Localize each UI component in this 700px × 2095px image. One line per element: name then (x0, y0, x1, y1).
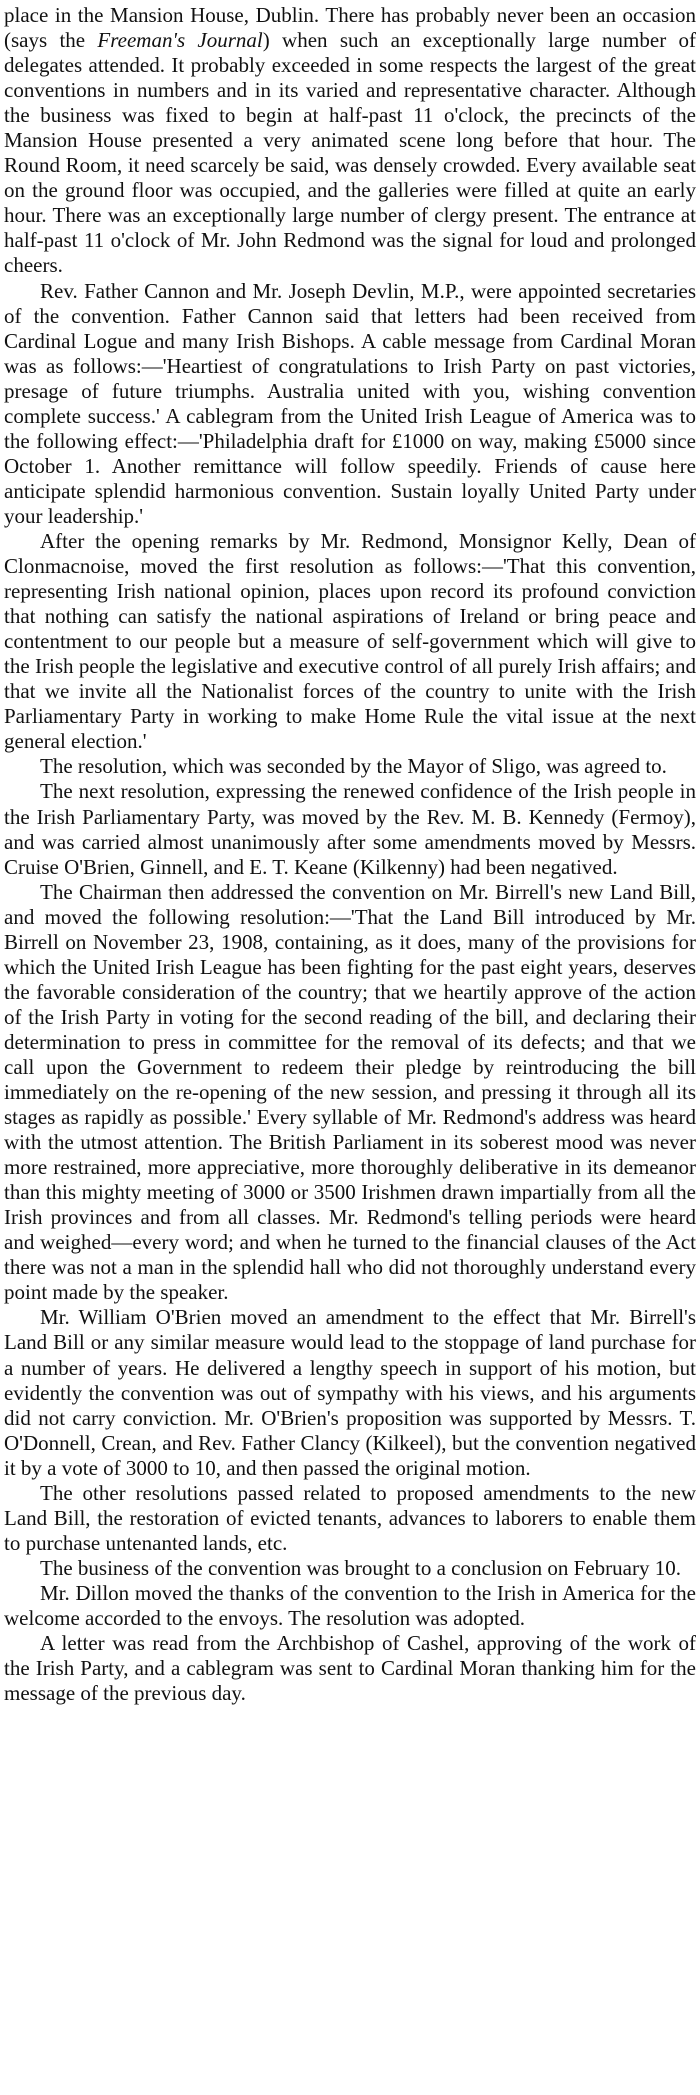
paragraph-1-text-a: place in the Mansion House, Dublin. There has probably never been an occasion (says the (4, 3, 696, 53)
paragraph-1 (4, 3, 696, 279)
paragraph-11-text: A letter was read from the Archbishop of Cashel, approving of the work of the Irish Party, and a cablegram was sent to Cardinal Moran thanking him for the message of the previous day. (4, 1631, 696, 1706)
paragraph-4-text: The resolution, which was seconded by the Mayor of Sligo, was agreed to. (40, 754, 667, 779)
paragraph-9-text: The business of the convention was brought to a conclusion on February 10. (40, 1555, 681, 1580)
paragraph-7 (4, 1305, 696, 1480)
paragraph-3 (4, 529, 696, 754)
publication-name: Freeman's Journal (97, 28, 263, 53)
paragraph-2-text: Rev. Father Cannon and Mr. Joseph Devlin, M.P., were appointed secretaries of the convention. Father Cannon said that letters had been received from Cardinal Logue and many Irish Bishops. A cable message from Cardinal Moran was as follows:—'Heartiest of congratulations to Irish Party on past victories, presage of future triumphs. Australia united with you, wishing convention complete success.' A cablegram from the United Irish League of America was to the following effect:—'Philadelphia draft for £1000 on way, making £5000 since October 1. Another remittance will follow speedily. Friends of cause here anticipate splendid harmonious convention. Sustain loyally United Party under your leadership.' (4, 278, 696, 528)
paragraph-2 (4, 279, 696, 529)
paragraph-3-text: After the opening remarks by Mr. Redmond, Monsignor Kelly, Dean of Clonmacnoise, moved the first resolution as follows:—'That this convention, representing Irish national opinion, places upon record its profound conviction that nothing can satisfy the national aspirations of Ireland or bring peace and contentment to our people but a measure of self-government which will give to the Irish people the legislative and executive control of all purely Irish affairs; and that we invite all the Nationalist forces of the country to unite with the Irish Parliamentary Party in working to make Home Rule the vital issue at the next general election.' (4, 528, 696, 754)
paragraph-11 (4, 1631, 696, 1706)
paragraph-8-text: The other resolutions passed related to proposed amendments to the new Land Bill, the restoration of evicted tenants, advances to laborers to enable them to purchase untenanted lands, etc. (4, 1480, 696, 1555)
paragraph-5 (4, 779, 696, 879)
paragraph-8 (4, 1481, 696, 1556)
paragraph-6 (4, 880, 696, 1306)
paragraph-6-text: The Chairman then addressed the convention on Mr. Birrell's new Land Bill, and moved the following resolution:—'That the Land Bill introduced by Mr. Birrell on November 23, 1908, containing, as it does, many of the provisions for which the United Irish League has been fighting for the past eight years, deserves the favorable consideration of the country; that we heartily approve of the action of the Irish Party in voting for the second reading of the bill, and declaring their determination to press in committee for the removal of its defects; and that we call upon the Government to redeem their pledge by reintroducing the bill immediately on the re-opening of the new session, and pressing it through all its stages as rapidly as possible.' Every syllable of Mr. Redmond's address was heard with the utmost attention. The British Parliament in its soberest mood was never more restrained, more appreciative, more thoroughly deliberative in its demeanor than this mighty meeting of 3000 or 3500 Irishmen drawn impartially from all the Irish provinces and from all classes. Mr. Redmond's telling periods were heard and weighed—every word; and when he turned to the financial clauses of the Act there was not a man in the splendid hall who did not thoroughly understand every point made by the speaker. (4, 879, 696, 1305)
paragraph-5-text: The next resolution, expressing the renewed confidence of the Irish people in the Irish Parliamentary Party, was moved by the Rev. M. B. Kennedy (Fermoy), and was carried almost unanimously after some amendments moved by Messrs. Cruise O'Brien, Ginnell, and E. T. Keane (Kilkenny) had been negatived. (4, 779, 696, 879)
paragraph-10 (4, 1581, 696, 1631)
paragraph-4 (4, 754, 696, 779)
paragraph-1-text-b: ) when such an exceptionally large number of delegates attended. It probably exceeded in some respects the largest of the great conventions in numbers and in its varied and representative character. Although the business was fixed to begin at half-past 11 o'clock, the precincts of the Mansion House presented a very animated scene long before that hour. The Round Room, it need scarcely be said, was densely crowded. Every available seat on the ground floor was occupied, and the galleries were filled at quite an early hour. There was an exceptionally large number of clergy present. The entrance at half-past 11 o'clock of Mr. John Redmond was the signal for loud and prolonged cheers. (4, 28, 696, 278)
paragraph-10-text: Mr. Dillon moved the thanks of the convention to the Irish in America for the welcome accorded to the envoys. The resolution was adopted. (4, 1580, 696, 1630)
paragraph-9 (4, 1556, 696, 1581)
paragraph-7-text: Mr. William O'Brien moved an amendment to the effect that Mr. Birrell's Land Bill or any similar measure would lead to the stoppage of land purchase for a number of years. He delivered a lengthy speech in support of his motion, but evidently the convention was out of sympathy with his views, and his arguments did not carry conviction. Mr. O'Brien's proposition was supported by Messrs. T. O'Donnell, Crean, and Rev. Father Clancy (Kilkeel), but the convention negatived it by a vote of 3000 to 10, and then passed the original motion. (4, 1305, 696, 1480)
